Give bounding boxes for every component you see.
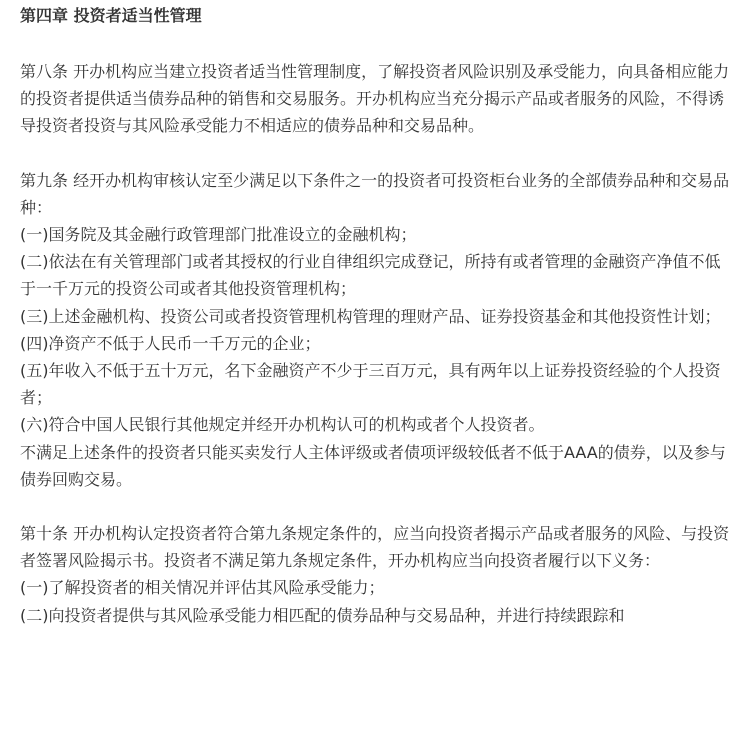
article-9-item: (六)符合中国人民银行其他规定并经开办机构认可的机构或者个人投资者。 <box>20 415 545 435</box>
article-9 <box>20 167 732 493</box>
spacer <box>20 493 732 520</box>
document-body <box>20 0 732 629</box>
article-9-item: (四)净资产不低于人民币一千万元的企业； <box>20 333 321 353</box>
article-8-paragraph: 第八条 开办机构应当建立投资者适当性管理制度，了解投资者风险识别及承受能力，向具备相应能力的投资者提供适当债券品种的销售和交易服务。开办机构应当充分揭示产品或者服务的风险，不得诱导投资者投资与其风险承受能力不相适应的债券品种和交易品种。 <box>20 62 730 136</box>
article-9-item: (五)年收入不低于五十万元，名下金融资产不少于三百万元，具有两年以上证券投资经验的个人投资者； <box>20 361 721 408</box>
article-10-item: (二)向投资者提供与其风险承受能力相匹配的债券品种与交易品种，并进行持续跟踪和 <box>20 605 625 625</box>
spacer <box>20 29 732 58</box>
article-9-item: (一)国务院及其金融行政管理部门批准设立的金融机构； <box>20 225 417 245</box>
article-9-item: (二)依法在有关管理部门或者其授权的行业自律组织完成登记，所持有或者管理的金融资产净值不低于一千万元的投资公司或者其他投资管理机构； <box>20 252 721 299</box>
article-10 <box>20 520 732 629</box>
chapter-title: 第四章 投资者适当性管理 <box>20 6 202 25</box>
article-9-item: (三)上述金融机构、投资公司或者投资管理机构管理的理财产品、证券投资基金和其他投资性计划； <box>20 306 721 326</box>
article-9-intro: 第九条 经开办机构审核认定至少满足以下条件之一的投资者可投资柜台业务的全部债券品种和交易品种： <box>20 170 730 217</box>
article-9-closing: 不满足上述条件的投资者只能买卖发行人主体评级或者债项评级较低者不低于AAA的债券，以及参与债券回购交易。 <box>20 442 726 489</box>
article-10-intro: 第十条 开办机构认定投资者符合第九条规定条件的，应当向投资者揭示产品或者服务的风险、与投资者签署风险揭示书。投资者不满足第九条规定条件，开办机构应当向投资者履行以下义务： <box>20 524 730 571</box>
spacer <box>20 140 732 167</box>
article-10-item: (一)了解投资者的相关情况并评估其风险承受能力； <box>20 578 385 598</box>
